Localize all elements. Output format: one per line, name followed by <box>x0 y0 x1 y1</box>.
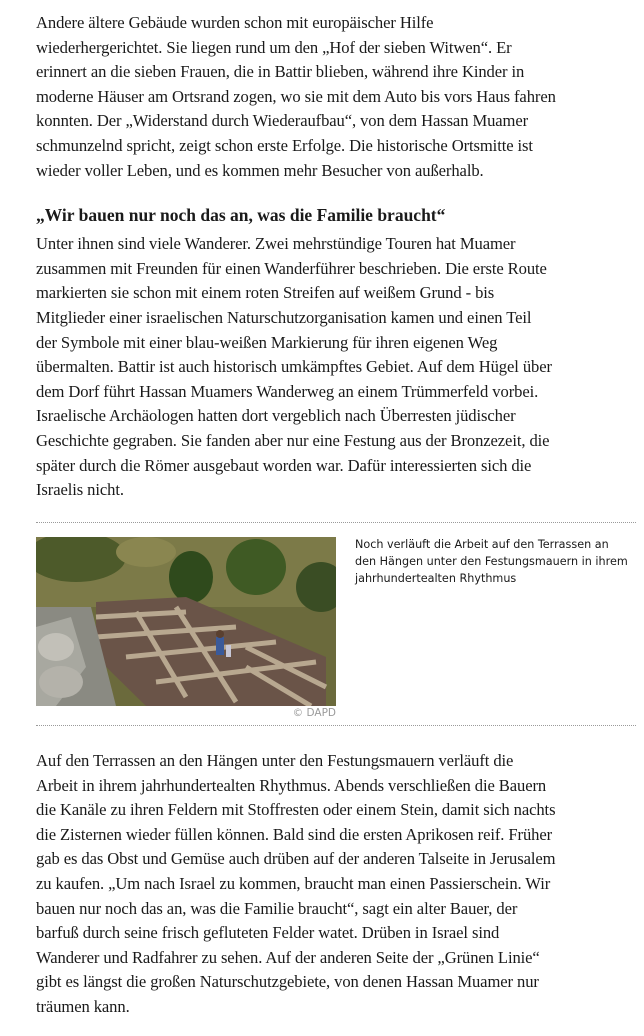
subheading: „Wir bauen nur noch das an, was die Familie braucht“ <box>36 205 446 226</box>
photo-credit: © DAPD <box>292 707 336 719</box>
article-body <box>36 11 636 503</box>
paragraph-3: Auf den Terrassen an den Hängen unter den Festungsmauern verläuft die Arbeit in ihrem jahrhundertealten Rhythmus. Abends verschließen die Bauern die Kanäle zu ihren Feldern mit Stoffresten oder einem Stein, damit sich nachts die Zisternen wieder füllen können. Bald sind die ersten Aprikosen reif. Früher gab es das Obst und Gemüse auch drüben auf der anderen Talseite in Jerusalem zu kaufen. „Um nach Israel zu kommen, braucht man einen Passierschein. Wir bauen nur noch das an, was die Familie braucht“, sagt ein alter Bauer, der barfuß durch seine frisch gefluteten Felder watet. Drüben in Israel sind Wanderer und Radfahrer zu sehen. Auf der anderen Seite der „Grünen Linie“ gibt es längst die großen Naturschutzgebiete, von denen Hassan Muamer nur träumen kann. <box>36 751 556 1016</box>
photo-figure <box>36 522 636 726</box>
terrace-photo-image <box>36 537 336 706</box>
article-body-continued <box>36 749 636 1020</box>
terrace-photo[interactable] <box>36 537 336 706</box>
paragraph-1: Andere ältere Gebäude wurden schon mit europäischer Hilfe wiederhergerichtet. Sie liegen rund um den „Hof der sieben Witwen“. Er erinnert an die sieben Frauen, die in Battir blieben, während ihre Kinder in moderne Häuser am Ortsrand zogen, wo sie mit dem Auto bis vors Haus fahren konnten. Der „Widerstand durch Wiederaufbau“, von dem Hassan Muamer schmunzelnd spricht, zeigt schon erste Erfolge. Die historische Ortsmitte ist wieder voller Leben, und es kommen mehr Besucher von außerhalb. <box>36 13 556 180</box>
paragraph-2: Unter ihnen sind viele Wanderer. Zwei mehrstündige Touren hat Muamer zusammen mit Freunden für einen Wanderführer beschrieben. Die erste Route markierten sie schon mit einem roten Streifen auf weißem Grund - bis Mitglieder einer israelischen Naturschutzorganisation kamen und einen Teil der Symbole mit einer blau-weißen Markierung für ihren eigenen Weg übermalten. Battir ist auch historisch umkämpftes Gebiet. Auf dem Hügel über dem Dorf führt Hassan Muamers Wanderweg an einem Trümmerfeld vorbei. Israelische Archäologen hatten dort vergeblich nach Überresten jüdischer Geschichte gegraben. Sie fanden aber nur eine Festung aus der Bronzezeit, die später durch die Römer ausgebaut worden war. Dafür interessierten sich die Israelis nicht. <box>36 234 552 500</box>
photo-caption: Noch verläuft die Arbeit auf den Terrassen an den Hängen unter den Festungsmauern in ihrem jahrhundertealten Rhythmus <box>355 538 628 585</box>
